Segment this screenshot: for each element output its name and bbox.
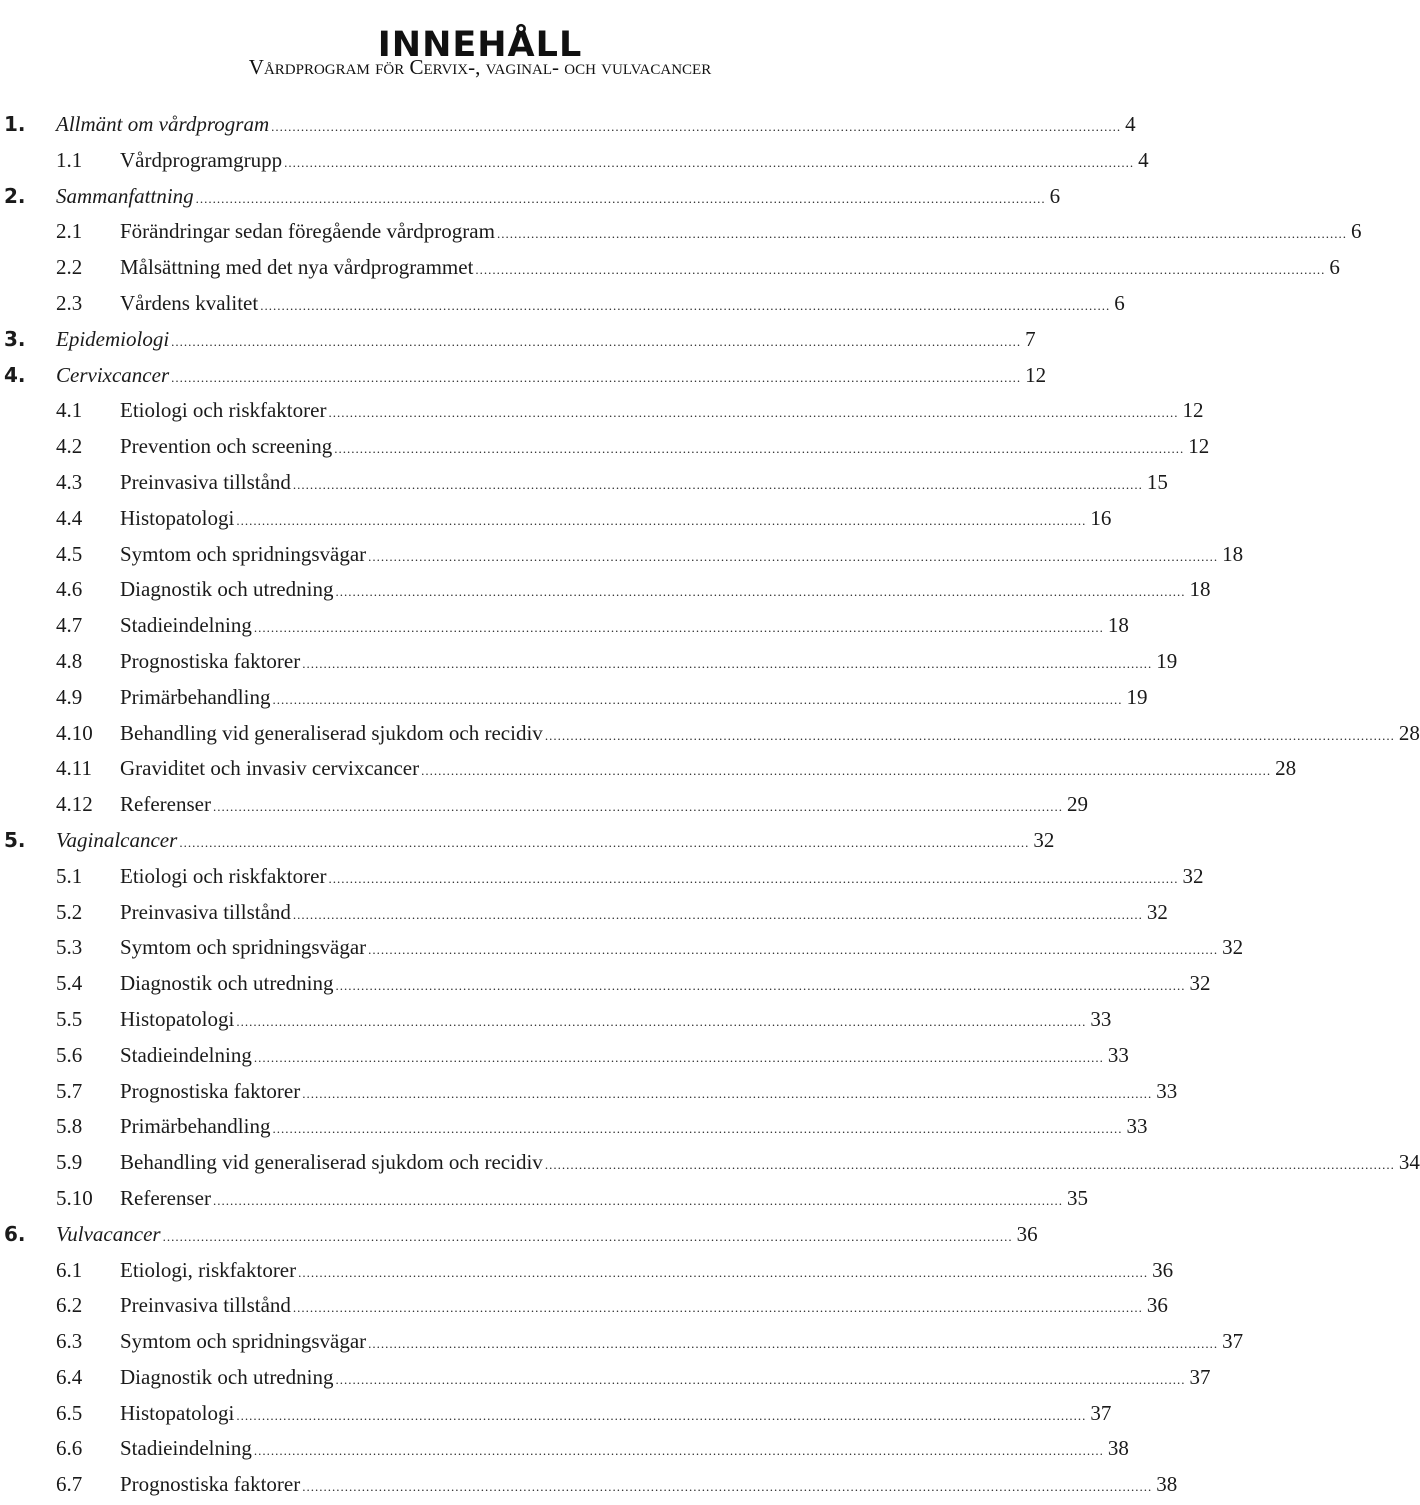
toc-dot-leader: ........................................................................................................................................................................................................: [335, 1371, 1186, 1387]
toc-entry-label: Etiologi och riskfaktorer: [120, 398, 327, 423]
toc-section-entry[interactable]: [0, 1038, 1129, 1074]
toc-entry-page-number: 29: [1066, 792, 1088, 817]
toc-entry-label: Stadieindelning: [120, 613, 252, 638]
toc-entry-number: 1.1: [56, 147, 83, 172]
toc-section-entry[interactable]: [0, 429, 1210, 465]
toc-dot-leader: ........................................................................................................................................................................................................: [179, 834, 1030, 850]
toc-entry-label: Förändringar sedan föregående vårdprogram: [120, 219, 495, 244]
toc-section-entry[interactable]: [0, 930, 1244, 966]
toc-section-entry[interactable]: [0, 143, 1149, 179]
toc-dot-leader: ........................................................................................................................................................................................................: [292, 1300, 1143, 1316]
toc-section-entry[interactable]: [0, 1181, 1088, 1217]
toc-chapter-entry[interactable]: [0, 1217, 1038, 1253]
toc-section-entry[interactable]: [0, 644, 1178, 680]
toc-entry-number: 5.9: [56, 1150, 83, 1175]
toc-entry-number: 6.: [4, 1221, 26, 1246]
toc-section-entry[interactable]: [0, 1467, 1178, 1503]
toc-entry-page-number: 18: [1222, 541, 1244, 566]
toc-entry-number: 6.7: [56, 1472, 83, 1497]
toc-entry-number: 2.1: [56, 219, 83, 244]
toc-entry-label: Histopatologi: [120, 1006, 235, 1031]
toc-entry-number: 4.12: [56, 792, 93, 817]
toc-entry-number: 2.3: [56, 290, 83, 315]
toc-entry-number: 4.: [4, 362, 26, 387]
toc-entry-page-number: 18: [1189, 577, 1211, 602]
toc-dot-leader: ........................................................................................................................................................................................................: [236, 1013, 1087, 1029]
toc-dot-leader: ........................................................................................................................................................................................................: [212, 799, 1063, 815]
toc-entry-label: Vaginalcancer: [56, 827, 178, 852]
toc-entry-label: Prevention och screening: [120, 434, 333, 459]
toc-dot-leader: ........................................................................................................................................................................................................: [292, 906, 1143, 922]
toc-entry-page-number: 6: [1049, 183, 1061, 208]
toc-dot-leader: ........................................................................................................................................................................................................: [475, 262, 1326, 278]
toc-entry-page-number: 32: [1033, 827, 1055, 852]
toc-entry-label: Symtom och spridningsvägar: [120, 541, 367, 566]
toc-section-entry[interactable]: [0, 1074, 1178, 1110]
toc-dot-leader: ........................................................................................................................................................................................................: [302, 1085, 1153, 1101]
toc-entry-page-number: 19: [1156, 648, 1178, 673]
toc-dot-leader: ........................................................................................................................................................................................................: [236, 1407, 1087, 1423]
toc-entry-number: 5.6: [56, 1042, 83, 1067]
toc-entry-page-number: 38: [1107, 1436, 1129, 1461]
toc-entry-number: 6.2: [56, 1293, 83, 1318]
toc-entry-label: Histopatologi: [120, 505, 235, 530]
toc-entry-page-number: 28: [1398, 720, 1420, 745]
document-subtitle: Vårdprogram för Cervix-, vaginal- och vulvacancer: [248, 55, 712, 79]
toc-entry-number: 4.1: [56, 398, 83, 423]
toc-section-entry[interactable]: [0, 716, 1420, 752]
toc-entry-number: 4.6: [56, 577, 83, 602]
toc-entry-label: Etiologi, riskfaktorer: [120, 1257, 297, 1282]
toc-entry-label: Preinvasiva tillstånd: [120, 1293, 291, 1318]
toc-entry-page-number: 12: [1188, 434, 1210, 459]
toc-dot-leader: ........................................................................................................................................................................................................: [368, 548, 1219, 564]
toc-entry-number: 6.6: [56, 1436, 83, 1461]
toc-section-entry[interactable]: [0, 859, 1204, 895]
toc-dot-leader: ........................................................................................................................................................................................................: [298, 1264, 1149, 1280]
toc-section-entry[interactable]: [0, 680, 1148, 716]
toc-entry-label: Prognostiska faktorer: [120, 1078, 301, 1103]
toc-entry-label: Referenser: [120, 1185, 211, 1210]
toc-entry-label: Behandling vid generaliserad sjukdom och recidiv: [120, 1150, 543, 1175]
toc-dot-leader: ........................................................................................................................................................................................................: [368, 1336, 1219, 1352]
toc-entry-number: 5.1: [56, 863, 83, 888]
toc-entry-number: 6.4: [56, 1364, 83, 1389]
toc-entry-number: 6.1: [56, 1257, 83, 1282]
toc-entry-page-number: 4: [1125, 112, 1136, 136]
toc-dot-leader: ........................................................................................................................................................................................................: [302, 1479, 1153, 1495]
toc-dot-leader: ........................................................................................................................................................................................................: [421, 763, 1272, 779]
toc-section-entry[interactable]: [0, 1431, 1129, 1467]
toc-dot-leader: ........................................................................................................................................................................................................: [162, 1228, 1013, 1244]
toc-entry-label: Preinvasiva tillstånd: [120, 899, 291, 924]
toc-section-entry[interactable]: [0, 250, 1340, 286]
toc-section-entry[interactable]: [0, 286, 1125, 322]
toc-entry-page-number: 32: [1222, 935, 1244, 960]
toc-entry-number: 4.4: [56, 505, 83, 530]
toc-entry-label: Diagnostik och utredning: [120, 971, 334, 996]
toc-dot-leader: ........................................................................................................................................................................................................: [335, 978, 1186, 994]
toc-entry-number: 4.11: [56, 756, 92, 781]
toc-entry-label: Referenser: [120, 792, 211, 817]
toc-entry-label: Histopatologi: [120, 1400, 235, 1425]
toc-entry-label: Diagnostik och utredning: [120, 1364, 334, 1389]
toc-entry-page-number: 38: [1156, 1472, 1178, 1497]
toc-entry-number: 6.3: [56, 1329, 83, 1354]
toc-entry-page-number: 33: [1126, 1114, 1148, 1139]
toc-section-entry[interactable]: [0, 751, 1297, 787]
toc-dot-leader: ........................................................................................................................................................................................................: [272, 691, 1123, 707]
toc-dot-leader: ........................................................................................................................................................................................................: [171, 333, 1022, 349]
toc-dot-leader: ........................................................................................................................................................................................................: [171, 369, 1022, 385]
toc-dot-leader: ........................................................................................................................................................................................................: [302, 655, 1153, 671]
toc-entry-number: 1.: [4, 112, 26, 136]
toc-dot-leader: ........................................................................................................................................................................................................: [284, 154, 1135, 170]
toc-dot-leader: ........................................................................................................................................................................................................: [253, 620, 1104, 636]
toc-entry-number: 5.3: [56, 935, 83, 960]
toc-entry-page-number: 37: [1189, 1364, 1211, 1389]
toc-entry-number: 5.: [4, 827, 26, 852]
toc-entry-label: Etiologi och riskfaktorer: [120, 863, 327, 888]
toc-entry-page-number: 32: [1146, 899, 1168, 924]
toc-section-entry[interactable]: [0, 787, 1088, 823]
toc-entry-number: 4.2: [56, 434, 83, 459]
toc-chapter-entry[interactable]: [0, 823, 1055, 859]
toc-entry-page-number: 34: [1398, 1150, 1420, 1175]
toc-section-entry[interactable]: [0, 501, 1112, 537]
toc-entry-label: Vårdens kvalitet: [120, 290, 259, 315]
toc-entry-page-number: 15: [1146, 469, 1168, 494]
toc-dot-leader: ........................................................................................................................................................................................................: [272, 1121, 1123, 1137]
toc-section-entry[interactable]: [0, 1253, 1174, 1289]
toc-entry-label: Målsättning med det nya vårdprogrammet: [120, 255, 474, 280]
toc-entry-page-number: 7: [1025, 326, 1036, 351]
toc-entry-number: 2.2: [56, 255, 83, 280]
toc-dot-leader: ........................................................................................................................................................................................................: [335, 584, 1186, 600]
toc-section-entry[interactable]: [0, 1396, 1112, 1432]
toc-dot-leader: ........................................................................................................................................................................................................: [292, 476, 1143, 492]
toc-entry-number: 4.10: [56, 720, 93, 745]
toc-section-entry[interactable]: [0, 572, 1211, 608]
toc-entry-label: Graviditet och invasiv cervixcancer: [120, 756, 420, 781]
toc-section-entry[interactable]: [0, 537, 1244, 573]
toc-entry-label: Stadieindelning: [120, 1042, 252, 1067]
toc-entry-label: Cervixcancer: [56, 362, 170, 387]
toc-entry-page-number: 37: [1090, 1400, 1112, 1425]
toc-section-entry[interactable]: [0, 895, 1168, 931]
toc-entry-number: 5.4: [56, 971, 83, 996]
toc-section-entry[interactable]: [0, 1002, 1112, 1038]
toc-section-entry[interactable]: [0, 1145, 1420, 1181]
toc-entry-page-number: 32: [1189, 971, 1211, 996]
toc-entry-number: 4.7: [56, 613, 83, 638]
toc-section-entry[interactable]: [0, 465, 1168, 501]
toc-entry-page-number: 6: [1114, 290, 1125, 315]
toc-dot-leader: ........................................................................................................................................................................................................: [212, 1192, 1063, 1208]
toc-entry-page-number: 36: [1146, 1293, 1168, 1318]
toc-section-entry[interactable]: [0, 1288, 1168, 1324]
toc-entry-page-number: 12: [1025, 362, 1047, 387]
toc-chapter-entry[interactable]: [0, 322, 1036, 358]
toc-dot-leader: ........................................................................................................................................................................................................: [328, 405, 1179, 421]
toc-dot-leader: ........................................................................................................................................................................................................: [334, 441, 1185, 457]
toc-chapter-entry[interactable]: [0, 107, 1136, 143]
toc-entry-number: 4.3: [56, 469, 83, 494]
toc-entry-page-number: 28: [1275, 756, 1297, 781]
toc-entry-number: 4.5: [56, 541, 83, 566]
toc-section-entry[interactable]: [0, 608, 1129, 644]
toc-entry-label: Stadieindelning: [120, 1436, 252, 1461]
toc-entry-label: Vulvacancer: [56, 1221, 161, 1246]
toc-entry-page-number: 6: [1350, 219, 1362, 244]
toc-entry-number: 5.5: [56, 1006, 83, 1031]
toc-section-entry[interactable]: [0, 214, 1362, 250]
toc-entry-page-number: 32: [1182, 863, 1204, 888]
toc-chapter-entry[interactable]: [0, 358, 1047, 394]
toc-dot-leader: ........................................................................................................................................................................................................: [271, 119, 1122, 134]
toc-entry-page-number: 6: [1329, 255, 1340, 280]
toc-entry-page-number: 36: [1016, 1221, 1038, 1246]
toc-dot-leader: ........................................................................................................................................................................................................: [195, 190, 1046, 206]
toc-dot-leader: ........................................................................................................................................................................................................: [544, 727, 1395, 743]
toc-entry-page-number: 33: [1090, 1006, 1112, 1031]
toc-entry-number: 4.8: [56, 648, 83, 673]
toc-entry-label: Diagnostik och utredning: [120, 577, 334, 602]
toc-entry-page-number: 18: [1107, 613, 1129, 638]
toc-dot-leader: ........................................................................................................................................................................................................: [544, 1157, 1395, 1173]
toc-dot-leader: ........................................................................................................................................................................................................: [328, 870, 1179, 886]
toc-dot-leader: ........................................................................................................................................................................................................: [368, 942, 1219, 958]
toc-entry-page-number: 33: [1107, 1042, 1129, 1067]
page-title: INNEHÅLL: [377, 25, 583, 66]
toc-entry-number: 3.: [4, 326, 26, 351]
toc-entry-label: Vårdprogramgrupp: [120, 147, 283, 172]
toc-entry-label: Sammanfattning: [56, 183, 194, 208]
toc-entry-label: Symtom och spridningsvägar: [120, 1329, 367, 1354]
toc-chapter-entry[interactable]: [0, 179, 1061, 215]
toc-section-entry[interactable]: [0, 1360, 1211, 1396]
toc-section-entry[interactable]: [0, 1109, 1148, 1145]
toc-dot-leader: ........................................................................................................................................................................................................: [496, 226, 1347, 242]
toc-entry-label: Preinvasiva tillstånd: [120, 469, 291, 494]
toc-dot-leader: ........................................................................................................................................................................................................: [253, 1443, 1104, 1459]
toc-entry-number: 6.5: [56, 1400, 83, 1425]
toc-section-entry[interactable]: [0, 966, 1211, 1002]
toc-entry-page-number: 12: [1182, 398, 1204, 423]
toc-dot-leader: ........................................................................................................................................................................................................: [236, 512, 1087, 528]
toc-dot-leader: ........................................................................................................................................................................................................: [253, 1049, 1104, 1065]
toc-entry-label: Behandling vid generaliserad sjukdom och recidiv: [120, 720, 543, 745]
toc-entry-page-number: 36: [1152, 1257, 1174, 1282]
toc-entry-number: 5.7: [56, 1078, 83, 1103]
toc-entry-number: 5.10: [56, 1185, 93, 1210]
toc-entry-page-number: 4: [1138, 147, 1149, 172]
toc-entry-number: 5.2: [56, 899, 83, 924]
toc-entry-label: Primärbehandling: [120, 1114, 271, 1139]
toc-entry-label: Primärbehandling: [120, 684, 271, 709]
toc-entry-page-number: 19: [1126, 684, 1148, 709]
toc-entry-page-number: 16: [1090, 505, 1112, 530]
toc-entry-page-number: 35: [1066, 1185, 1088, 1210]
toc-entry-page-number: 37: [1222, 1329, 1244, 1354]
toc-section-entry[interactable]: [0, 1324, 1244, 1360]
table-of-contents: [0, 107, 1420, 1503]
toc-entry-label: Allmänt om vårdprogram: [56, 112, 270, 136]
toc-dot-leader: ........................................................................................................................................................................................................: [260, 297, 1111, 313]
toc-entry-number: 5.8: [56, 1114, 83, 1139]
toc-entry-label: Prognostiska faktorer: [120, 648, 301, 673]
toc-section-entry[interactable]: [0, 393, 1204, 429]
toc-entry-number: 2.: [4, 183, 26, 208]
toc-entry-page-number: 33: [1156, 1078, 1178, 1103]
toc-entry-label: Symtom och spridningsvägar: [120, 935, 367, 960]
toc-entry-label: Epidemiologi: [56, 326, 170, 351]
toc-entry-number: 4.9: [56, 684, 83, 709]
toc-entry-label: Prognostiska faktorer: [120, 1472, 301, 1497]
